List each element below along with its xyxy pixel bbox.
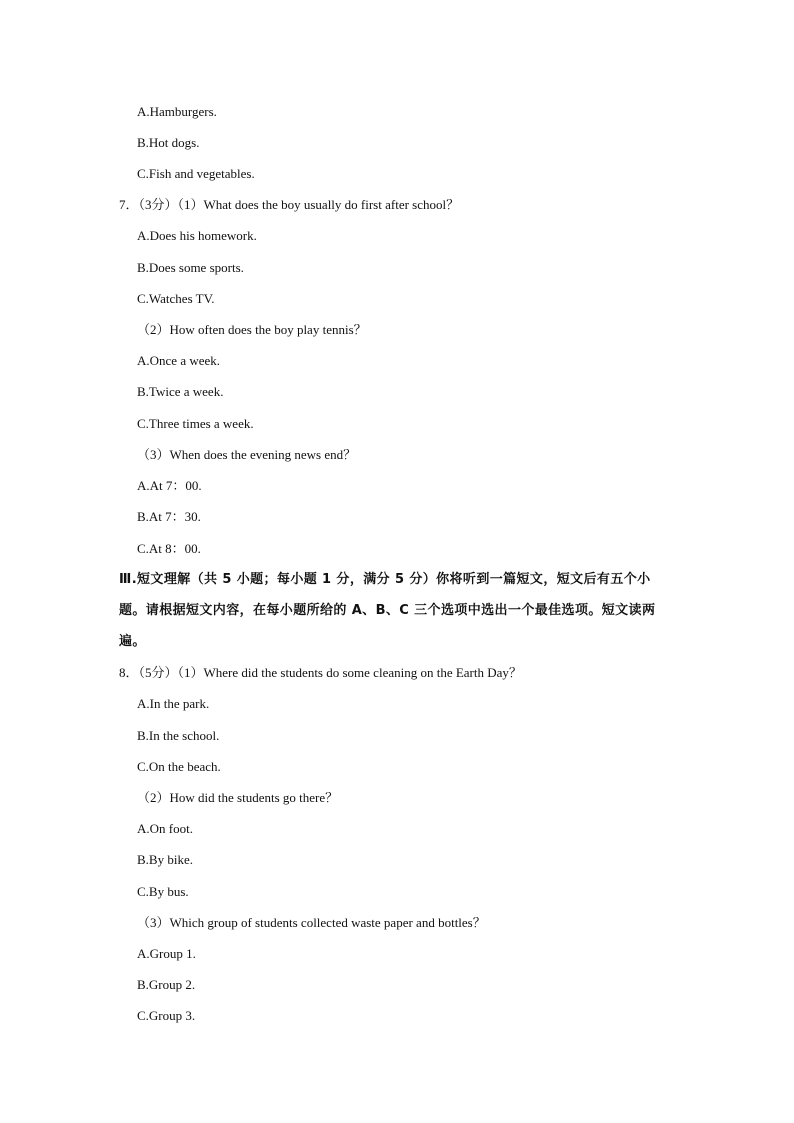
q8-p2-option-b: B.By bike. [137,852,193,867]
q8-p2-option-a: A.On foot. [137,821,193,836]
q8-p1-option-c: C.On the beach. [137,759,221,774]
q8-p3-option-b: B.Group 2. [137,977,196,992]
q7-p3-option-a: A.At 7：00. [137,478,202,493]
q7-p3-question: （3）When does the evening news end？ [137,447,357,462]
q8-p1-option-b: B.In the school. [137,728,220,743]
q7-p2-option-a: A.Once a week. [137,353,221,368]
q7-p2-option-b: B.Twice a week. [137,384,224,399]
q7-p1-option-b: B.Does some sports. [137,260,244,275]
q8-p3-option-a: A.Group 1. [137,946,196,961]
q7-p3-option-c: C.At 8：00. [137,541,201,556]
q8-p2-option-c: C.By bus. [137,884,189,899]
section3-instructions-line1: Ⅲ.短文理解（共 5 小题；每小题 1 分，满分 5 分）你将听到一篇短文，短文后有五个小 [119,572,651,587]
q6-option-a: A.Hamburgers. [137,104,217,119]
q7-p2-question: （2）How often does the boy play tennis？ [137,322,367,337]
q6-option-c: C.Fish and vegetables. [137,166,255,181]
q7-p2-option-c: C.Three times a week. [137,416,254,431]
q8-p3-question: （3）Which group of students collected waste paper and bottles？ [137,915,486,930]
q7-header: 7．（3分）（1）What does the boy usually do first after school？ [119,197,460,212]
q8-p1-option-a: A.In the park. [137,696,210,711]
q8-p2-question: （2）How did the students go there？ [137,790,339,805]
section3-instructions-line3: 遍。 [119,634,146,649]
q8-header: 8．（5分）（1）Where did the students do some cleaning on the Earth Day？ [119,665,522,680]
q7-p1-option-a: A.Does his homework. [137,228,257,243]
q6-option-b: B.Hot dogs. [137,135,200,150]
q7-p3-option-b: B.At 7：30. [137,509,201,524]
q7-p1-option-c: C.Watches TV. [137,291,215,306]
section3-instructions-line2: 题。请根据短文内容，在每小题所给的 A、B、C 三个选项中选出一个最佳选项。短文读两 [119,603,656,618]
q8-p3-option-c: C.Group 3. [137,1008,196,1023]
